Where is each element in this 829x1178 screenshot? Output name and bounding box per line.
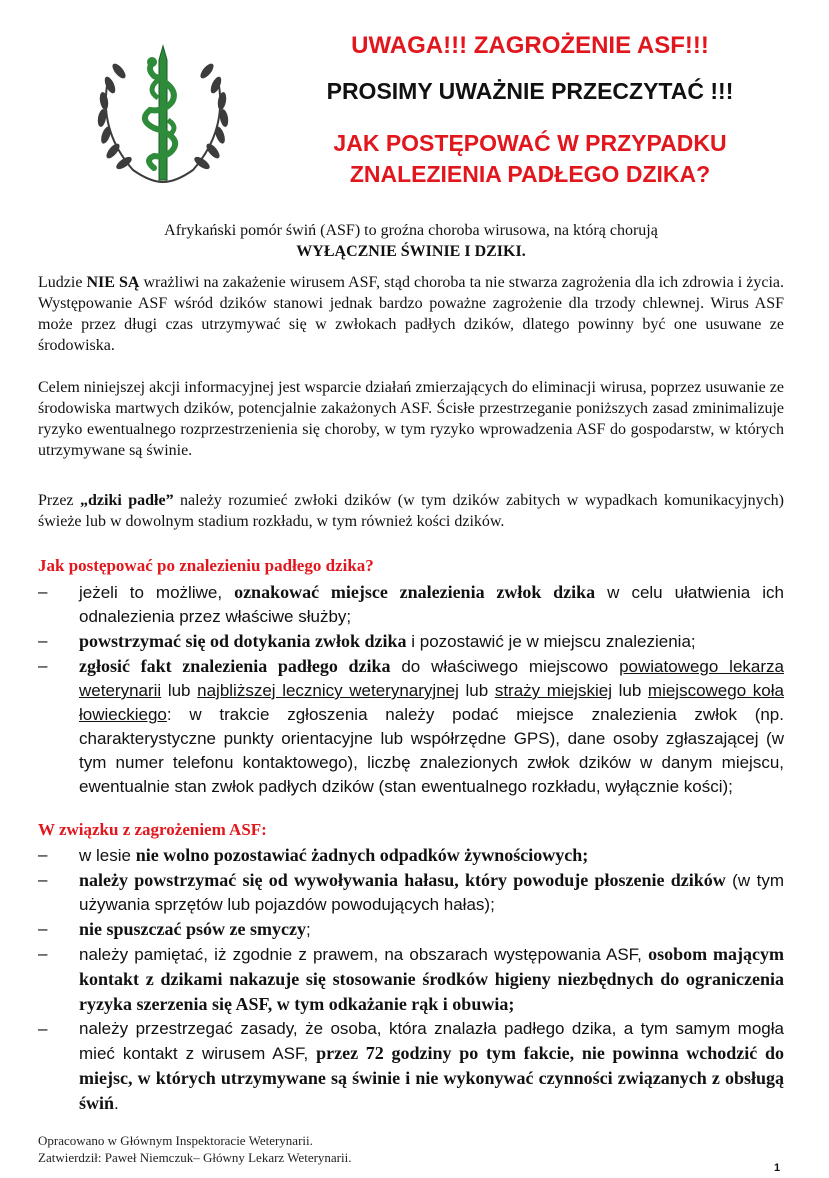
item-text: należy pamiętać, iż zgodnie z prawem, na obszarach występowania ASF, <box>79 945 649 964</box>
veterinary-inspection-logo <box>88 40 238 190</box>
item-bold: nie spuszczać psów ze smyczy <box>79 919 306 939</box>
section-heading-threat: W związku z zagrożeniem ASF: <box>38 820 267 839</box>
paragraph-definition <box>38 490 784 532</box>
list-item <box>38 868 784 917</box>
list-dash: – <box>38 845 48 864</box>
contact-hunting-club: miejscowego koła łowieckiego <box>79 681 784 724</box>
main-question-title <box>250 128 810 190</box>
p3-text-a: Przez <box>38 492 80 509</box>
footer-approved-by: Zatwierdził: Paweł Niemczuk– Główny Lekarz Weterynarii. <box>38 1150 352 1165</box>
p1-text-a: Ludzie <box>38 274 87 291</box>
list-item <box>38 917 784 942</box>
contact-city-guard: straży miejskiej <box>494 681 612 700</box>
intro-paragraph <box>38 220 784 262</box>
list-dash: – <box>38 870 48 889</box>
item-text: lub <box>611 681 648 700</box>
item-text: lub <box>161 681 198 700</box>
p3-text-b: należy rozumieć zwłoki dzików (w tym dzików zabitych w wypadkach komunikacyjnych) świeże lub w dowolnym stadium rozkładu, w tym również kości dzików. <box>38 492 785 530</box>
list-item <box>38 843 784 868</box>
item-bold: osobom mającym kontakt z dzikami nakazuje się stosowanie środków higieny niezbędnych do ograniczenia ryzyka szerzenia się ASF, w tym odkażanie rąk i obuwia; <box>79 944 784 1014</box>
list-dash: – <box>38 582 48 601</box>
p1-text-b: wrażliwi na zakażenie wirusem ASF, stąd choroba ta nie stwarza zagrożenia dla ich zdrowia i życia. Występowanie ASF wśród dzików stanowi jednak bardzo poważne zagrożenie dla trzody chlewnej. Wirus ASF może przez długi czas utrzymywać się w zwłokach padłych dzików, dlatego powinny być one usuwane ze środowiska. <box>38 274 785 354</box>
item-bold: należy powstrzymać się od wywoływania hałasu, który powoduje płoszenie dzików <box>79 870 726 890</box>
item-bold: powstrzymać się od dotykania zwłok dzika <box>79 631 407 651</box>
item-text: do właściwego miejscowo <box>390 657 620 676</box>
list-item <box>38 629 784 654</box>
item-bold: zgłosić fakt znalezienia padłego dzika <box>79 656 391 676</box>
item-text: w celu ułatwienia ich odnalezienia przez właściwe służby; <box>79 583 784 626</box>
contact-vet-clinic: najbliższej lecznicy weterynaryjnej <box>197 681 459 700</box>
section-heading-procedure: Jak postępować po znalezieniu padłego dzika? <box>38 556 374 575</box>
item-text: należy przestrzegać zasady, że osoba, która znalazła padłego dzika, a tym samym mogła mieć kontakt z wirusem ASF, <box>79 1019 784 1063</box>
item-text: lub <box>458 681 495 700</box>
page-number: 1 <box>774 1162 781 1174</box>
item-bold: przez 72 godziny po tym fakcie, nie powinna wchodzić do miejsc, w których utrzymywane są świnie i nie wykonywać czynności związanych z obsługą świń <box>79 1043 784 1113</box>
item-text: i pozostawić je w miejscu znalezienia; <box>406 632 696 651</box>
read-carefully-title: PROSIMY UWAŻNIE PRZECZYTAĆ !!! <box>326 78 734 104</box>
p1-bold: NIE SĄ <box>86 274 140 291</box>
threat-list <box>38 843 784 1116</box>
item-text: w lesie <box>79 846 136 865</box>
intro-bold: WYŁĄCZNIE ŚWINIE I DZIKI. <box>296 243 526 260</box>
list-dash: – <box>38 919 48 938</box>
list-item <box>38 580 784 629</box>
procedure-list <box>38 580 784 799</box>
item-text: . <box>114 1094 119 1113</box>
item-text: jeżeli to możliwe, <box>79 583 235 602</box>
list-dash: – <box>38 1019 48 1038</box>
item-text: (w tym używania sprzętów lub pojazdów powodujących hałas); <box>79 871 784 914</box>
list-dash: – <box>38 656 48 675</box>
list-dash: – <box>38 944 48 963</box>
list-item <box>38 1017 784 1116</box>
main-question-line-1: JAK POSTĘPOWAĆ W PRZYPADKU <box>333 130 727 156</box>
warning-title: UWAGA!!! ZAGROŻENIE ASF!!! <box>351 32 709 59</box>
list-item <box>38 654 784 799</box>
main-question-line-2: ZNALEZIENIA PADŁEGO DZIKA? <box>349 161 711 187</box>
contact-vet-office: powiatowego lekarza weterynarii <box>79 657 784 700</box>
paragraph-humans <box>38 272 784 356</box>
footer-prepared-by: Opracowano w Głównym Inspektoracie Weterynarii. <box>38 1133 313 1148</box>
list-item <box>38 942 784 1017</box>
p3-bold: „dziki padłe” <box>80 492 174 509</box>
item-text: : w trakcie zgłoszenia należy podać miejsce znalezienia zwłok (np. charakterystyczne punkty orientacyjne lub współrzędne GPS), dane osoby zgłaszającej (w tym numer telefonu kontaktowego), liczbę znalezionych zwłok dzików w danym miejscu, ewentualnie stan zwłok padłych dzików (stan ewentualnego rozkładu, wyłącznie kości); <box>79 705 784 796</box>
item-bold: nie wolno pozostawiać żadnych odpadków żywnościowych; <box>135 845 589 865</box>
item-bold: oznakować miejsce znalezienia zwłok dzika <box>234 582 596 602</box>
item-text: ; <box>305 920 311 939</box>
intro-text: Afrykański pomór świń (ASF) to groźna choroba wirusowa, na którą chorują <box>164 222 658 239</box>
paragraph-purpose: Celem niniejszej akcji informacyjnej jest wsparcie działań zmierzających do eliminacji wirusa, poprzez usuwanie ze środowiska martwych dzików, potencjalnie zakażonych ASF. Ścisłe przestrzeganie poniższych zasad zminimalizuje ryzyko ewentualnego rozprzestrzenienia się choroby, w tym ryzyko wprowadzenia ASF do gospodarstw, w których utrzymywane są świnie. <box>38 379 784 459</box>
list-dash: – <box>38 631 48 650</box>
